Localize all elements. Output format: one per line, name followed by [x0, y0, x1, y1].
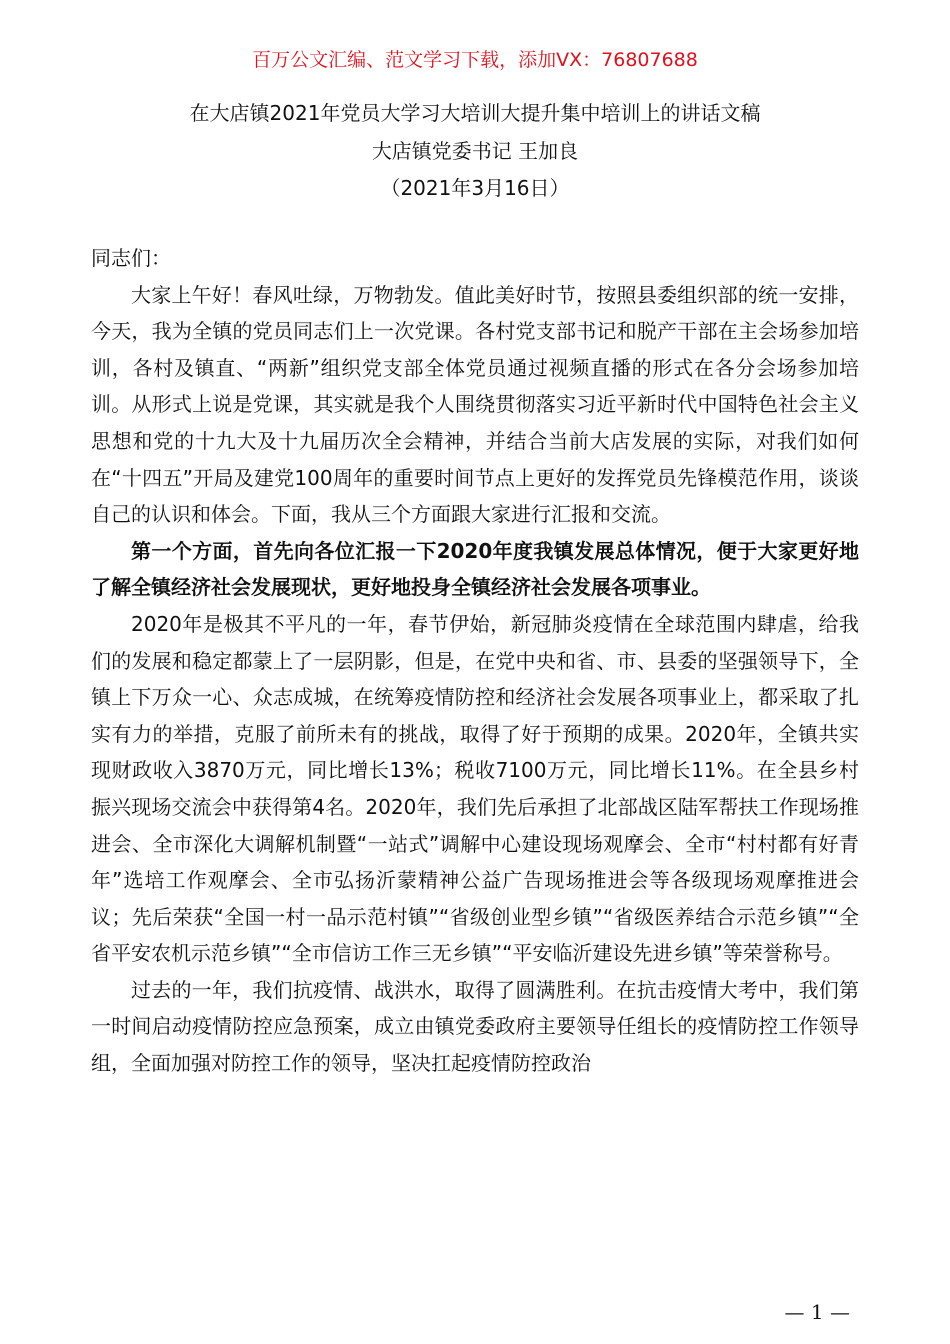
page-number: — 1 — [784, 1300, 850, 1324]
document-title: 在大店镇2021年党员大学习大培训大提升集中培训上的讲话文稿 [189, 101, 761, 125]
watermark-banner: 百万公文汇编、范文学习下载，添加VX：76807688 [252, 49, 698, 71]
paragraph-2020-overview: 2020年是极其不平凡的一年，春节伊始，新冠肺炎疫情在全球范围内肆虐，给我们的发展和稳定都蒙上了一层阴影，但是，在党中央和省、市、县委的坚强领导下，全镇上下万众一心、众志成城，在统筹疫情防控和经济社会发展各项事业上，都采取了扎实有力的举措，克服了前所未有的挑战，取得了好于预期的成果。2020年，全镇共实现财政收入3870万元，同比增长13%；税收7100万元，同比增长11%。在全县乡村振兴现场交流会中获得第4名。2020年，我们先后承担了北部战区陆军帮扶工作现场推进会、全市深化大调解机制暨“一站式”调解中心建设现场观摩会、全市“村村都有好青年”选培工作观摩会、全市弘扬沂蒙精神公益广告现场推进会等各级现场观摩推进会议；先后荣获“全国一村一品示范村镇”“省级创业型乡镇”“省级医养结合示范乡镇”“全省平安农机示范乡镇”“全市信访工作三无乡镇”“平安临沂建设先进乡镇”等荣誉称号。 [91, 611, 859, 966]
paragraph-intro: 大家上午好！春风吐绿，万物勃发。值此美好时节，按照县委组织部的统一安排，今天，我为全镇的党员同志们上一次党课。各村党支部书记和脱产干部在主会场参加培训，各村及镇直、“两新”组织党支部全体党员通过视频直播的形式在各分会场参加培训。从形式上说是党课，其实就是我个人围绕贯彻落实习近平新时代中国特色社会主义思想和党的十九大及十九届历次全会精神，并结合当前大店发展的实际，对我们如何在“十四五”开局及建党100周年的重要时间节点上更好的发挥党员先锋模范作用，谈谈自己的认识和体会。下面，我从三个方面跟大家进行汇报和交流。 [91, 282, 859, 527]
document-author: 大店镇党委书记 王加良 [371, 139, 579, 163]
salutation: 同志们： [91, 246, 171, 270]
document-body [91, 240, 859, 1082]
paragraph-section-heading: 第一个方面，首先向各位汇报一下2020年度我镇发展总体情况，便于大家更好地了解全镇经济社会发展现状，更好地投身全镇经济社会发展各项事业。 [91, 538, 859, 600]
paragraph-epidemic: 过去的一年，我们抗疫情、战洪水，取得了圆满胜利。在抗击疫情大考中，我们第一时间启动疫情防控应急预案，成立由镇党委政府主要领导任组长的疫情防控工作领导组，全面加强对防控工作的领导，坚决扛起疫情防控政治 [91, 977, 859, 1076]
document-date: （2021年3月16日） [380, 176, 570, 200]
